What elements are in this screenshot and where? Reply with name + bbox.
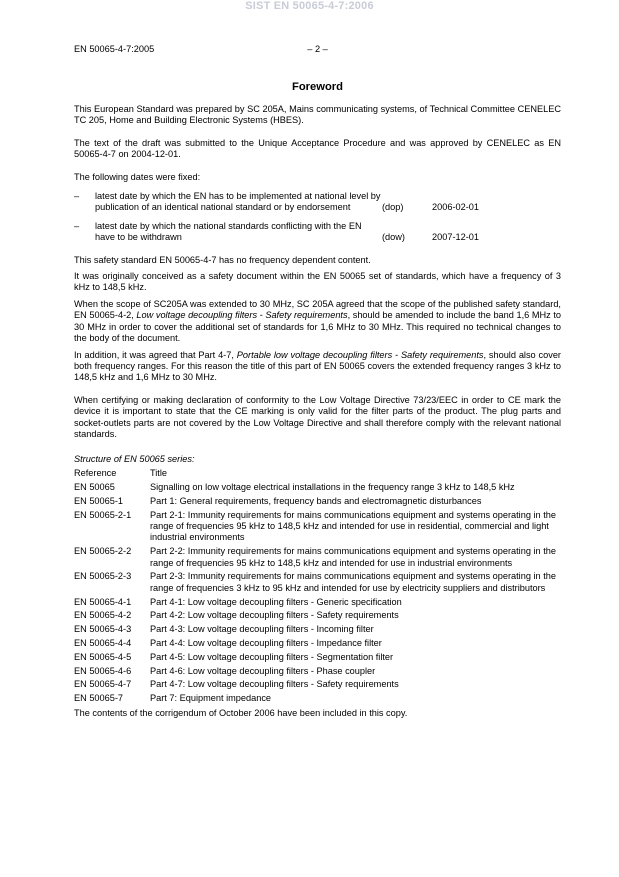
date-description: latest date by which the national standards conflicting with the EN have to be withdrawn [95,220,362,243]
standard-title: Part 4-3: Low voltage decoupling filters - Incoming filter [150,624,374,635]
structure-row [74,666,561,677]
paragraph-dates-intro: The following dates were fixed: [74,171,201,182]
structure-table [74,468,561,704]
standard-title: Part 2-2: Immunity requirements for mains communications equipment and systems operating in the range of frequencies 95 kHz to 148,5 kHz and intended for use in industrial environments [150,546,556,568]
standard-reference: EN 50065-2-2 [74,546,132,557]
page-header [74,44,561,58]
paragraph-no-frequency: This safety standard EN 50065-4-7 has no frequency dependent content. [74,254,371,265]
standard-reference: EN 50065 [74,481,115,492]
date-value: 2007-12-01 [432,232,479,243]
date-row-dop [74,191,561,214]
standard-title: Part 2-1: Immunity requirements for mains communications equipment and systems operating in the range of frequencies 95 kHz to 148,5 kHz and intended for use in residential, commercial and light industrial environments [150,509,556,543]
page-title: Foreword [292,81,343,93]
standard-title: Part 7: Equipment impedance [150,693,272,704]
text-run: , should also cover both frequency ranges. For this reason the title of this part of EN 50065 covers the extended frequency ranges 3 kHz to 148,5 kHz and 1,6 MHz to 30 MHz. [74,349,561,383]
structure-row [74,597,561,608]
standard-title: Part 4-2: Low voltage decoupling filters - Safety requirements [150,610,399,621]
date-row-dow [74,221,561,244]
column-header-title: Title [150,468,168,479]
paragraph-approval: The text of the draft was submitted to the Unique Acceptance Procedure and was approved by CENELEC as EN 50065-4-7 on 2004-12-01. [74,137,561,160]
dates-list [74,191,561,244]
standard-reference: EN 50065-4-7 [74,679,132,690]
date-description: latest date by which the EN has to be implemented at national level by publication of an identical national standard or by endorsement [95,191,381,213]
paragraph-corrigendum: The contents of the corrigendum of October 2006 have been included in this copy. [74,707,408,718]
structure-row [74,610,561,621]
structure-row [74,496,561,507]
paragraph-part-4-7 [74,350,561,384]
standard-reference: EN 50065-4-4 [74,637,132,648]
paragraph-originally: It was originally conceived as a safety document within the EN 50065 set of standards, which have a frequency of 3 kHz to 148,5 kHz. [74,271,561,293]
standard-title: Signalling on low voltage electrical installations in the frequency range 3 kHz to 148,5 kHz [150,481,515,492]
standard-reference: EN 50065-4-1 [74,596,132,607]
structure-caption: Structure of EN 50065 series: [74,454,195,465]
date-value: 2006-02-01 [432,202,479,213]
dash-bullet: – [74,220,80,231]
structure-header-row [74,468,561,479]
structure-row [74,546,561,569]
structure-row [74,638,561,649]
standard-title: Part 4-6: Low voltage decoupling filters - Phase coupler [150,665,376,676]
standard-reference: EN 50065-4-2 [74,610,132,621]
column-header-reference: Reference [74,468,117,479]
standard-reference: EN 50065-1 [74,495,124,506]
text-run: When the scope of SC205A was extended to 30 MHz, SC 205A agreed that the scope of the published safety standard, EN 50065-4-2, [74,298,561,321]
paragraph-scope-extended [74,299,561,345]
structure-row [74,679,561,690]
standard-reference: EN 50065-4-5 [74,651,132,662]
structure-rows [74,482,561,705]
date-abbreviation: (dop) [382,202,404,213]
watermark: SIST EN 50065-4-7:2006 [245,0,374,12]
standard-reference: EN 50065-2-3 [74,571,132,582]
standard-reference: EN 50065-4-6 [74,665,132,676]
standard-title: Part 4-7: Low voltage decoupling filters - Safety requirements [150,679,399,690]
paragraph-ce-marking: When certifying or making declaration of conformity to the Low Voltage Directive 73/23/EEC in order to CE mark the device it is important to state that the CE marking is only valid for the filter parts of the product. The plug parts and socket-outlets parts are not covered by the Low Voltage Directive and shall therefore comply with the relevant national standards. [74,394,561,439]
page-number: – 2 – [307,44,328,54]
standard-reference: EN 50065-7 [74,693,124,704]
italic-title: Portable low voltage decoupling filters - Safety requirements [236,349,484,360]
structure-row [74,510,561,544]
dash-bullet: – [74,191,80,202]
structure-row [74,571,561,594]
standard-reference: EN 50065-2-1 [74,509,132,520]
text-run: , should be amended to include the band 1,6 MHz to 30 MHz in order to cover the additional set of standards for 1,6 MHz to 30 MHz. This required no technical changes to the body of the document. [74,310,561,344]
italic-title: Low voltage decoupling filters - Safety requirements [136,310,348,321]
text-run: In addition, it was agreed that Part 4-7, [74,349,237,360]
standard-title: Part 2-3: Immunity requirements for mains communications equipment and systems operating in the range of frequencies 3 kHz to 95 kHz and intended for use by electricity suppliers and distributors [150,571,556,593]
standard-title: Part 4-5: Low voltage decoupling filters - Segmentation filter [150,651,394,662]
structure-row [74,652,561,663]
date-abbreviation: (dow) [382,232,405,243]
structure-row [74,624,561,635]
page-content [74,80,561,719]
paragraph-prepared-by: This European Standard was prepared by SC 205A, Mains communicating systems, of Technical Committee CENELEC TC 205, Home and Building Electronic Systems (HBES). [74,104,561,126]
standard-title: Part 4-1: Low voltage decoupling filters - Generic specification [150,596,402,607]
standard-reference: EN 50065-4-3 [74,624,132,635]
structure-row [74,693,561,704]
document-number: EN 50065-4-7:2005 [74,44,155,54]
standard-title: Part 1: General requirements, frequency bands and electromagnetic disturbances [150,495,482,506]
standard-title: Part 4-4: Low voltage decoupling filters - Impedance filter [150,637,382,648]
structure-row [74,482,561,493]
